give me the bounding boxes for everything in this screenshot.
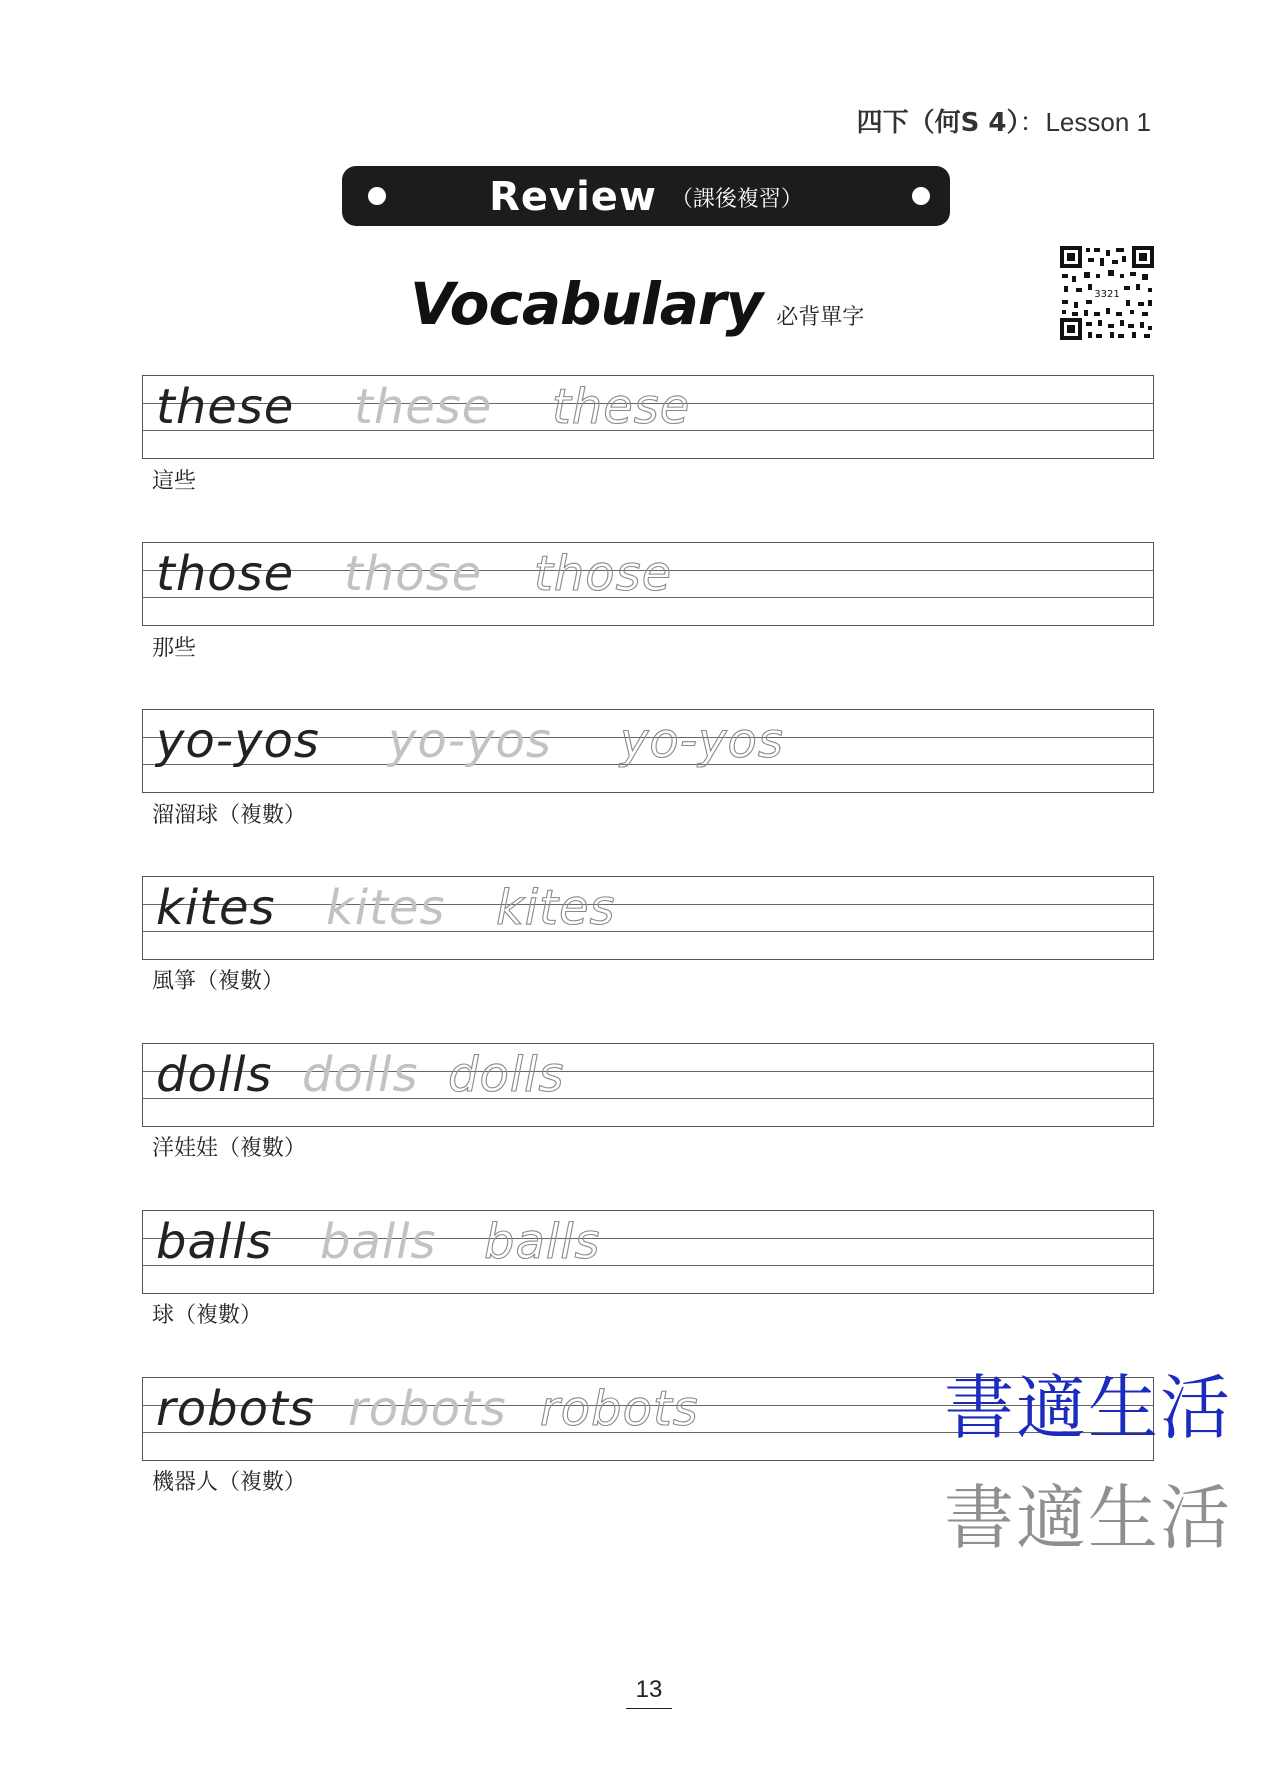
handwriting-row-kites: [142, 876, 1154, 960]
word-trace-dotted: kites: [496, 880, 616, 936]
word-meaning: 這些: [152, 469, 197, 494]
word-trace-gray: robots: [348, 1381, 507, 1437]
word-trace-gray: those: [344, 546, 483, 602]
word-meaning: 機器人（複數）: [152, 1470, 307, 1495]
word-model: those: [156, 546, 295, 602]
lesson-separator: ：: [1019, 108, 1046, 138]
word-meaning: 風箏（複數）: [152, 969, 285, 994]
lesson-label: Lesson 1: [1045, 107, 1151, 137]
vocabulary-heading: [410, 270, 864, 338]
grade-label: 四下（何S 4）: [856, 108, 1020, 138]
handwriting-row-these: [142, 375, 1154, 459]
word-trace-gray: yo-yos: [388, 713, 552, 769]
review-title: [342, 174, 950, 220]
word-model: yo-yos: [156, 713, 320, 769]
review-title-en: Review: [489, 174, 657, 220]
vocabulary-subtitle: 必背單字: [776, 305, 865, 330]
word-trace-dotted: those: [534, 546, 673, 602]
word-model: these: [156, 379, 295, 435]
word-model: kites: [156, 880, 276, 936]
word-trace-gray: balls: [320, 1214, 437, 1270]
qr-code-icon[interactable]: [1060, 246, 1154, 340]
word-meaning: 那些: [152, 636, 197, 661]
handwriting-row-yo-yos: [142, 709, 1154, 793]
word-trace-dotted: these: [552, 379, 691, 435]
review-banner: [342, 166, 950, 226]
word-meaning: 溜溜球（複數）: [152, 803, 307, 828]
qr-code-label: 3321: [1094, 289, 1120, 300]
word-trace-gray: these: [354, 379, 493, 435]
page-number: 13: [626, 1676, 672, 1709]
bullet-dot-icon: [912, 187, 930, 205]
word-model: balls: [156, 1214, 273, 1270]
word-meaning: 球（複數）: [152, 1303, 263, 1328]
word-trace-gray: dolls: [302, 1047, 419, 1103]
word-trace-dotted: dolls: [448, 1047, 565, 1103]
word-trace-gray: kites: [326, 880, 446, 936]
lesson-tag: [857, 102, 1151, 139]
word-trace-dotted: yo-yos: [620, 713, 784, 769]
word-model: dolls: [156, 1047, 273, 1103]
watermark-gray: 書適生活: [944, 1477, 1232, 1559]
word-model: robots: [156, 1381, 315, 1437]
handwriting-row-balls: [142, 1210, 1154, 1294]
watermark-blue: 書適生活: [944, 1367, 1232, 1449]
review-title-zh: （課後複習）: [670, 186, 803, 212]
word-trace-dotted: balls: [484, 1214, 601, 1270]
handwriting-row-those: [142, 542, 1154, 626]
word-meaning: 洋娃娃（複數）: [152, 1136, 307, 1161]
vocabulary-title: Vocabulary: [410, 270, 763, 338]
word-trace-dotted: robots: [540, 1381, 699, 1437]
handwriting-row-dolls: [142, 1043, 1154, 1127]
